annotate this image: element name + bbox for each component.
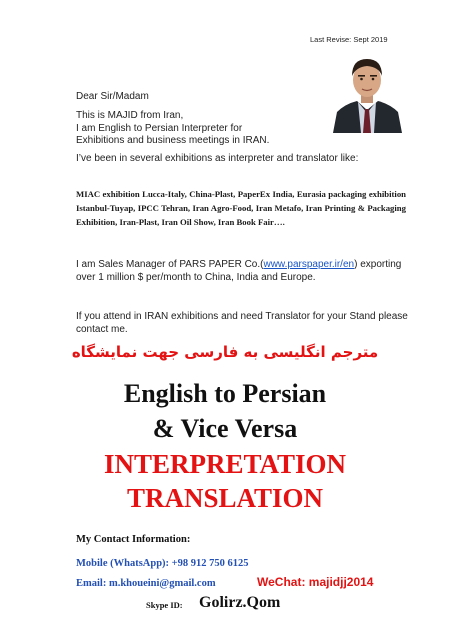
profile-photo xyxy=(331,50,404,133)
headline-interpretation: INTERPRETATION xyxy=(103,449,347,479)
exhibition-list: MIAC exhibition Lucca-Italy, China-Plast, PaperEx India, Eurasia packaging exhibition Istanbul-Tuyap, IPCC Tehran, Iran Agro-Food, Iran Metafo, Iran Printing & Packaging Exhibition, Iran-Plast, Iran Oil Show, Iran Book Fair…. xyxy=(76,189,406,227)
skype-id: Golirz.Qom xyxy=(199,594,281,611)
experience-sentence: I’ve been in several exhibitions as interpreter and translator like: xyxy=(76,153,359,164)
attend-paragraph: If you attend in IRAN exhibitions and need Translator for your Stand please contact me. xyxy=(76,311,408,335)
greeting: Dear Sir/Madam xyxy=(76,91,149,102)
sales-paragraph xyxy=(76,259,416,284)
contact-wechat: WeChat: majidjj2014 xyxy=(257,575,374,589)
intro-line: I am English to Persian Interpreter for xyxy=(76,122,243,134)
persian-headline: مترجم انگلیسی به فارسی جهت نمایشگاه xyxy=(71,343,379,361)
contact-heading: My Contact Information: xyxy=(76,534,191,545)
sales-text: I am Sales Manager of PARS PAPER Co.( xyxy=(76,259,264,270)
contact-mobile: Mobile (WhatsApp): +98 912 750 6125 xyxy=(76,558,249,569)
last-revise-date: Last Revise: Sept 2019 xyxy=(310,35,388,44)
intro-line: This is MAJID from Iran, xyxy=(76,110,184,121)
contact-email: Email: m.khoueini@gmail.com xyxy=(76,578,216,589)
intro-paragraph xyxy=(76,110,326,148)
headline-translation: TRANSLATION xyxy=(126,483,324,513)
headline-english-to-persian: English to Persian xyxy=(123,379,327,408)
portrait-image xyxy=(331,50,404,133)
skype-label: Skype ID: xyxy=(146,600,183,610)
headline-vice-versa: & Vice Versa xyxy=(152,414,298,443)
intro-line: Exhibitions and business meetings in IRAN. xyxy=(76,135,270,146)
sales-text: ) exporting over 1 million $ per/month to China, India and Europe. xyxy=(76,259,402,283)
company-website-link[interactable]: www.parspaper.ir/en xyxy=(263,259,355,270)
